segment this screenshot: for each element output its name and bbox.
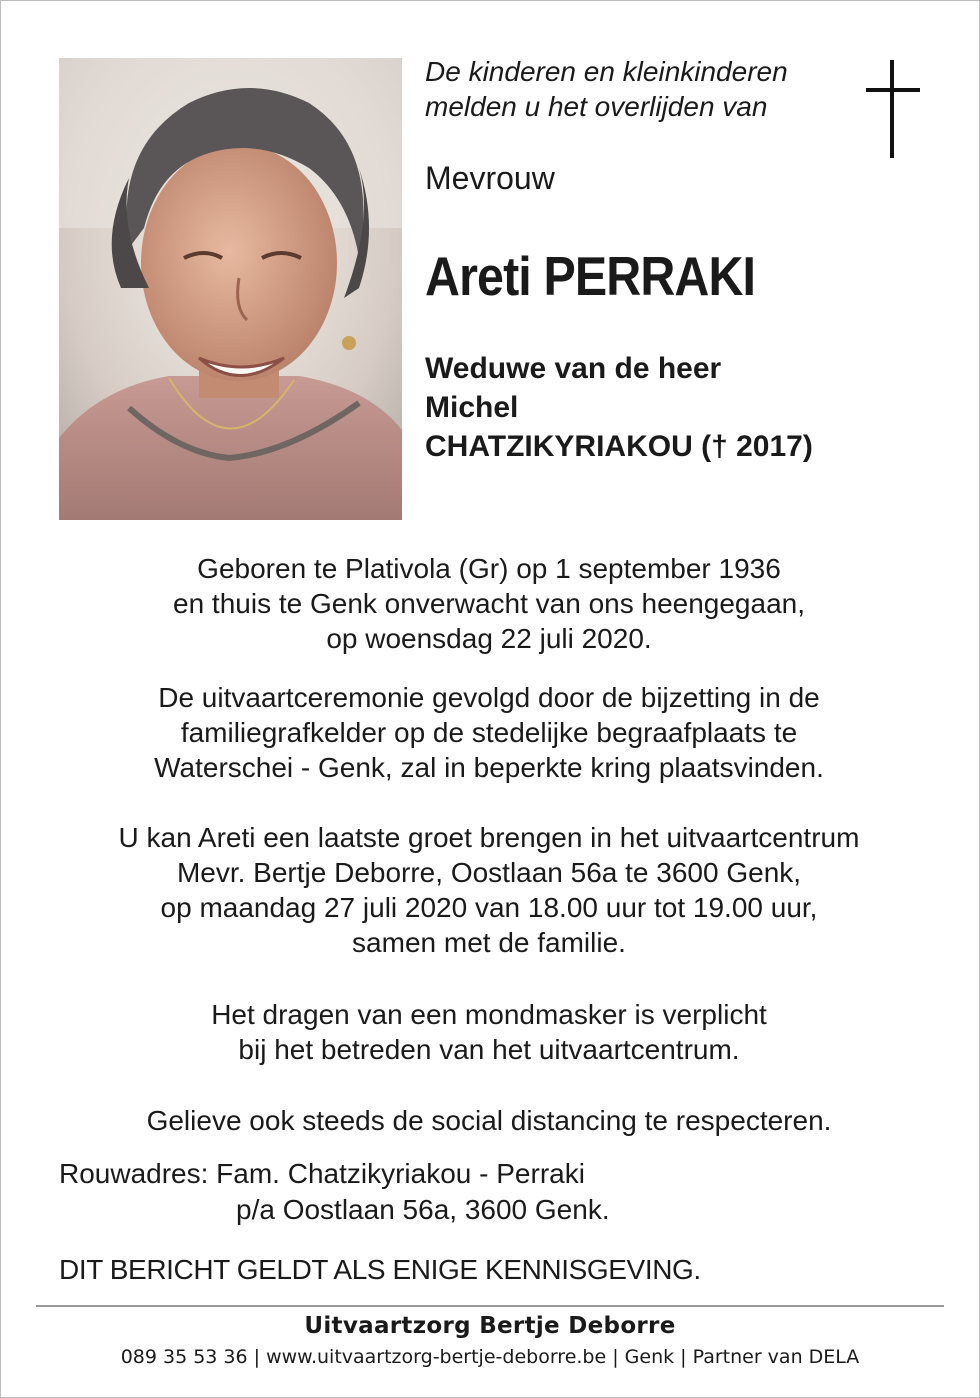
- spouse-line: Michel: [425, 391, 519, 424]
- intro-line: De kinderen en kleinkinderen: [425, 56, 788, 87]
- paragraph-line: op maandag 27 juli 2020 van 18.00 uur tot 19.00 uur,: [160, 892, 818, 923]
- address-line: Rouwadres: Fam. Chatzikyriakou - Perraki: [59, 1158, 585, 1189]
- cross-icon: [862, 60, 924, 160]
- paragraph-line: Geboren te Plativola (Gr) op 1 september 1936: [197, 553, 781, 584]
- funeral-home-name: Uitvaartzorg Bertje Deborre: [304, 1313, 676, 1339]
- spouse-info: [425, 349, 945, 466]
- paragraph-line: De uitvaartceremonie gevolgd door de bijzetting in de: [158, 682, 820, 713]
- ceremony-paragraph: [40, 680, 938, 785]
- visitation-paragraph: [40, 820, 938, 960]
- paragraph-line: Waterschei - Genk, zal in beperkte kring plaatsvinden.: [154, 752, 824, 783]
- funeral-home-contact: 089 35 53 36 | www.uitvaartzorg-bertje-deborre.be | Genk | Partner van DELA: [120, 1346, 860, 1368]
- intro-text: [425, 54, 855, 124]
- paragraph-line: en thuis te Genk onverwacht van ons heengegaan,: [173, 588, 805, 619]
- spouse-line: CHATZIKYRIAKOU († 2017): [425, 430, 813, 463]
- paragraph-line: Mevr. Bertje Deborre, Oostlaan 56a te 3600 Genk,: [176, 857, 802, 888]
- paragraph-line: bij het betreden van het uitvaartcentrum.: [238, 1034, 740, 1065]
- deceased-name: Areti PERRAKI: [425, 245, 756, 307]
- paragraph-line: Gelieve ook steeds de social distancing te respecteren.: [146, 1105, 832, 1136]
- footer-divider: [36, 1305, 944, 1307]
- distancing-paragraph: [40, 1103, 938, 1138]
- paragraph-line: Het dragen van een mondmasker is verplicht: [211, 999, 767, 1030]
- intro-line: melden u het overlijden van: [425, 91, 768, 122]
- mask-paragraph: [40, 997, 938, 1067]
- paragraph-line: op woensdag 22 juli 2020.: [326, 623, 652, 654]
- birth-death-paragraph: [40, 551, 938, 656]
- mourning-address: [59, 1156, 610, 1228]
- paragraph-line: U kan Areti een laatste groet brengen in het uitvaartcentrum: [118, 822, 860, 853]
- official-notice: DIT BERICHT GELDT ALS ENIGE KENNISGEVING.: [59, 1254, 701, 1285]
- paragraph-line: familiegrafkelder op de stedelijke begraafplaats te: [180, 717, 798, 748]
- portrait-photo: [59, 58, 402, 520]
- honorific: Mevrouw: [425, 160, 555, 196]
- spouse-line: Weduwe van de heer: [425, 352, 722, 385]
- paragraph-line: samen met de familie.: [352, 927, 626, 958]
- address-line: p/a Oostlaan 56a, 3600 Genk.: [236, 1194, 610, 1225]
